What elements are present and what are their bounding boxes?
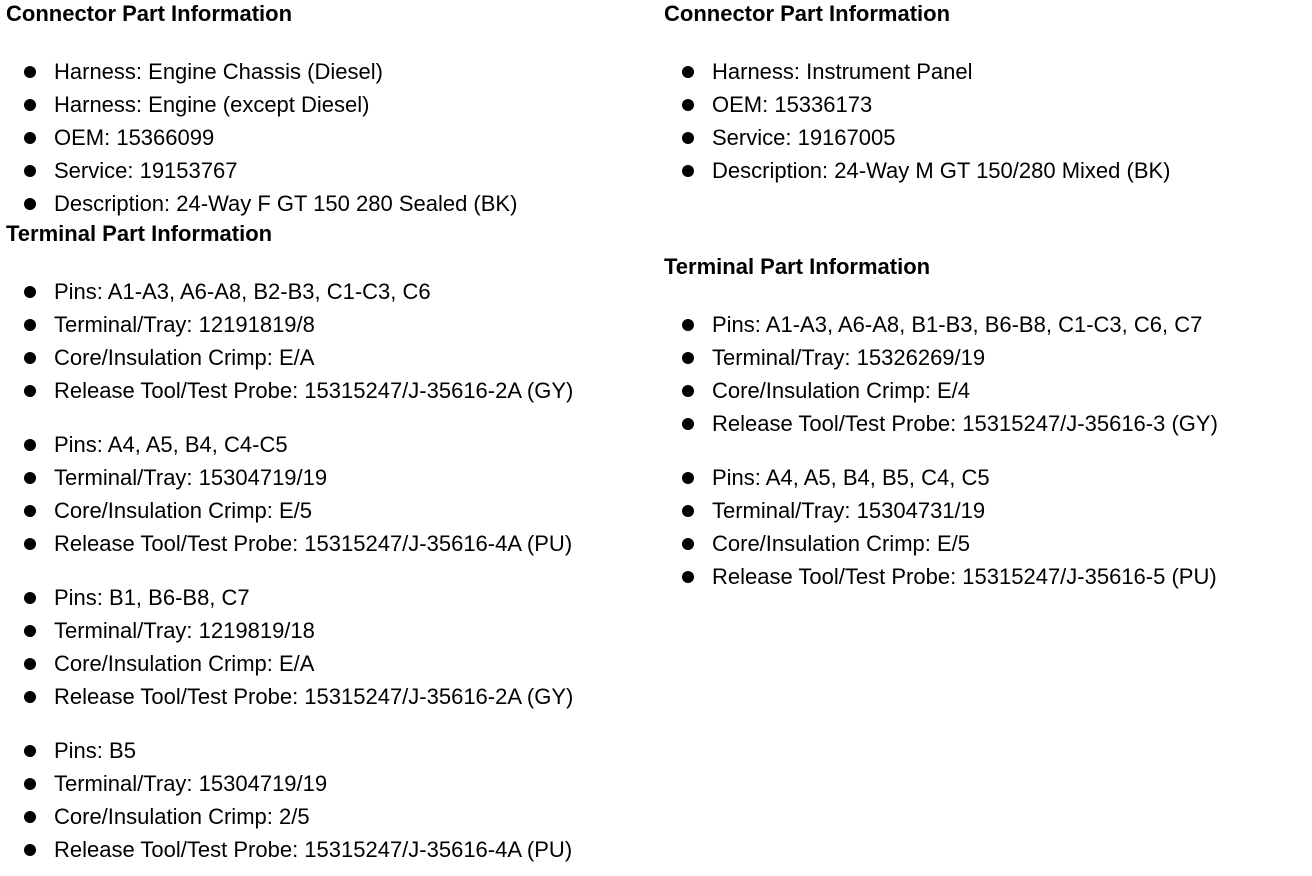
list-item xyxy=(6,647,656,680)
list-item xyxy=(664,527,1310,560)
terminal-part-heading: Terminal Part Information xyxy=(664,254,931,279)
list-item xyxy=(664,560,1310,593)
list-item-text: Release Tool/Test Probe: 15315247/J-35616-2A (GY) xyxy=(54,378,574,403)
bullet-icon xyxy=(682,99,694,111)
list-item xyxy=(664,55,1310,88)
list-item-text: Description: 24-Way F GT 150 280 Sealed (BK) xyxy=(54,191,518,216)
list-item-text: Terminal/Tray: 15304731/19 xyxy=(712,498,986,523)
bullet-icon xyxy=(24,472,36,484)
list-item xyxy=(664,154,1310,187)
list-item xyxy=(6,55,656,88)
list-item-text: Pins: B1, B6-B8, C7 xyxy=(54,585,250,610)
bullet-icon xyxy=(682,571,694,583)
list-item-text: Core/Insulation Crimp: E/4 xyxy=(712,378,970,403)
list-item-text: Pins: A1-A3, A6-A8, B2-B3, C1-C3, C6 xyxy=(54,279,431,304)
bullet-icon xyxy=(682,66,694,78)
list-item-text: Release Tool/Test Probe: 15315247/J-35616-5 (PU) xyxy=(712,564,1217,589)
bullet-icon xyxy=(24,165,36,177)
connector-part-heading: Connector Part Information xyxy=(664,1,951,26)
bullet-icon xyxy=(24,319,36,331)
list-item xyxy=(6,833,656,866)
list-item xyxy=(6,527,656,560)
spacer xyxy=(664,440,1310,461)
list-item-text: Service: 19153767 xyxy=(54,158,238,183)
list-item-text: Harness: Instrument Panel xyxy=(712,59,973,84)
bullet-icon xyxy=(682,352,694,364)
terminal-group-4 xyxy=(6,734,656,866)
list-item-text: Terminal/Tray: 15304719/19 xyxy=(54,465,328,490)
list-item xyxy=(6,187,656,220)
bullet-icon xyxy=(24,132,36,144)
bullet-icon xyxy=(24,811,36,823)
list-item-text: Terminal/Tray: 1219819/18 xyxy=(54,618,315,643)
bullet-icon xyxy=(24,778,36,790)
terminal-group-2 xyxy=(6,428,656,560)
list-item-text: Pins: B5 xyxy=(54,738,136,763)
list-item xyxy=(664,374,1310,407)
list-item xyxy=(664,494,1310,527)
list-item-text: Core/Insulation Crimp: E/A xyxy=(54,345,315,370)
list-item-text: Core/Insulation Crimp: E/5 xyxy=(54,498,312,523)
list-item xyxy=(6,461,656,494)
list-item xyxy=(6,428,656,461)
connector-part-heading: Connector Part Information xyxy=(6,1,293,26)
list-item xyxy=(6,800,656,833)
connector-part-list xyxy=(664,55,1310,187)
spacer xyxy=(6,713,656,734)
list-item-text: Terminal/Tray: 15304719/19 xyxy=(54,771,328,796)
bullet-icon xyxy=(682,132,694,144)
list-item xyxy=(664,308,1310,341)
list-item xyxy=(6,374,656,407)
list-item xyxy=(6,581,656,614)
terminal-group-1 xyxy=(6,275,656,407)
bullet-icon xyxy=(24,66,36,78)
spacer xyxy=(6,560,656,581)
bullet-icon xyxy=(24,352,36,364)
list-item xyxy=(6,88,656,121)
list-item xyxy=(6,680,656,713)
list-item-text: Release Tool/Test Probe: 15315247/J-35616-4A (PU) xyxy=(54,531,573,556)
list-item-text: Harness: Engine Chassis (Diesel) xyxy=(54,59,383,84)
list-item-text: Core/Insulation Crimp: E/A xyxy=(54,651,315,676)
bullet-icon xyxy=(24,625,36,637)
left-column xyxy=(6,0,656,866)
spacer xyxy=(6,407,656,428)
bullet-icon xyxy=(682,472,694,484)
list-item xyxy=(664,88,1310,121)
list-item xyxy=(6,341,656,374)
terminal-part-heading: Terminal Part Information xyxy=(6,221,273,246)
bullet-icon xyxy=(24,198,36,210)
list-item-text: Harness: Engine (except Diesel) xyxy=(54,92,370,117)
list-item-text: Release Tool/Test Probe: 15315247/J-35616-4A (PU) xyxy=(54,837,573,862)
bullet-icon xyxy=(682,538,694,550)
spacer xyxy=(664,187,1310,253)
list-item xyxy=(664,341,1310,374)
bullet-icon xyxy=(24,385,36,397)
list-item-text: OEM: 15366099 xyxy=(54,125,215,150)
bullet-icon xyxy=(24,691,36,703)
list-item xyxy=(6,121,656,154)
list-item-text: Core/Insulation Crimp: 2/5 xyxy=(54,804,310,829)
right-column xyxy=(664,0,1310,593)
list-item xyxy=(664,407,1310,440)
list-item xyxy=(664,461,1310,494)
list-item xyxy=(6,154,656,187)
bullet-icon xyxy=(682,165,694,177)
list-item-text: Pins: A1-A3, A6-A8, B1-B3, B6-B8, C1-C3, C6, C7 xyxy=(712,312,1203,337)
bullet-icon xyxy=(682,319,694,331)
list-item-text: Service: 19167005 xyxy=(712,125,896,150)
bullet-icon xyxy=(24,439,36,451)
list-item-text: Pins: A4, A5, B4, C4-C5 xyxy=(54,432,288,457)
list-item xyxy=(6,275,656,308)
list-item xyxy=(664,121,1310,154)
bullet-icon xyxy=(24,658,36,670)
list-item-text: Release Tool/Test Probe: 15315247/J-35616-2A (GY) xyxy=(54,684,574,709)
list-item-text: Release Tool/Test Probe: 15315247/J-35616-3 (GY) xyxy=(712,411,1218,436)
terminal-group-1 xyxy=(664,308,1310,440)
bullet-icon xyxy=(682,418,694,430)
list-item-text: OEM: 15336173 xyxy=(712,92,873,117)
list-item-text: Terminal/Tray: 15326269/19 xyxy=(712,345,986,370)
bullet-icon xyxy=(24,286,36,298)
list-item xyxy=(6,767,656,800)
list-item-text: Description: 24-Way M GT 150/280 Mixed (BK) xyxy=(712,158,1171,183)
bullet-icon xyxy=(24,538,36,550)
connector-part-list xyxy=(6,55,656,220)
list-item xyxy=(6,494,656,527)
bullet-icon xyxy=(682,385,694,397)
bullet-icon xyxy=(24,99,36,111)
bullet-icon xyxy=(682,505,694,517)
terminal-group-2 xyxy=(664,461,1310,593)
list-item-text: Pins: A4, A5, B4, B5, C4, C5 xyxy=(712,465,990,490)
list-item-text: Terminal/Tray: 12191819/8 xyxy=(54,312,315,337)
list-item-text: Core/Insulation Crimp: E/5 xyxy=(712,531,970,556)
list-item xyxy=(6,734,656,767)
list-item xyxy=(6,614,656,647)
bullet-icon xyxy=(24,592,36,604)
list-item xyxy=(6,308,656,341)
bullet-icon xyxy=(24,844,36,856)
bullet-icon xyxy=(24,505,36,517)
bullet-icon xyxy=(24,745,36,757)
terminal-group-3 xyxy=(6,581,656,713)
